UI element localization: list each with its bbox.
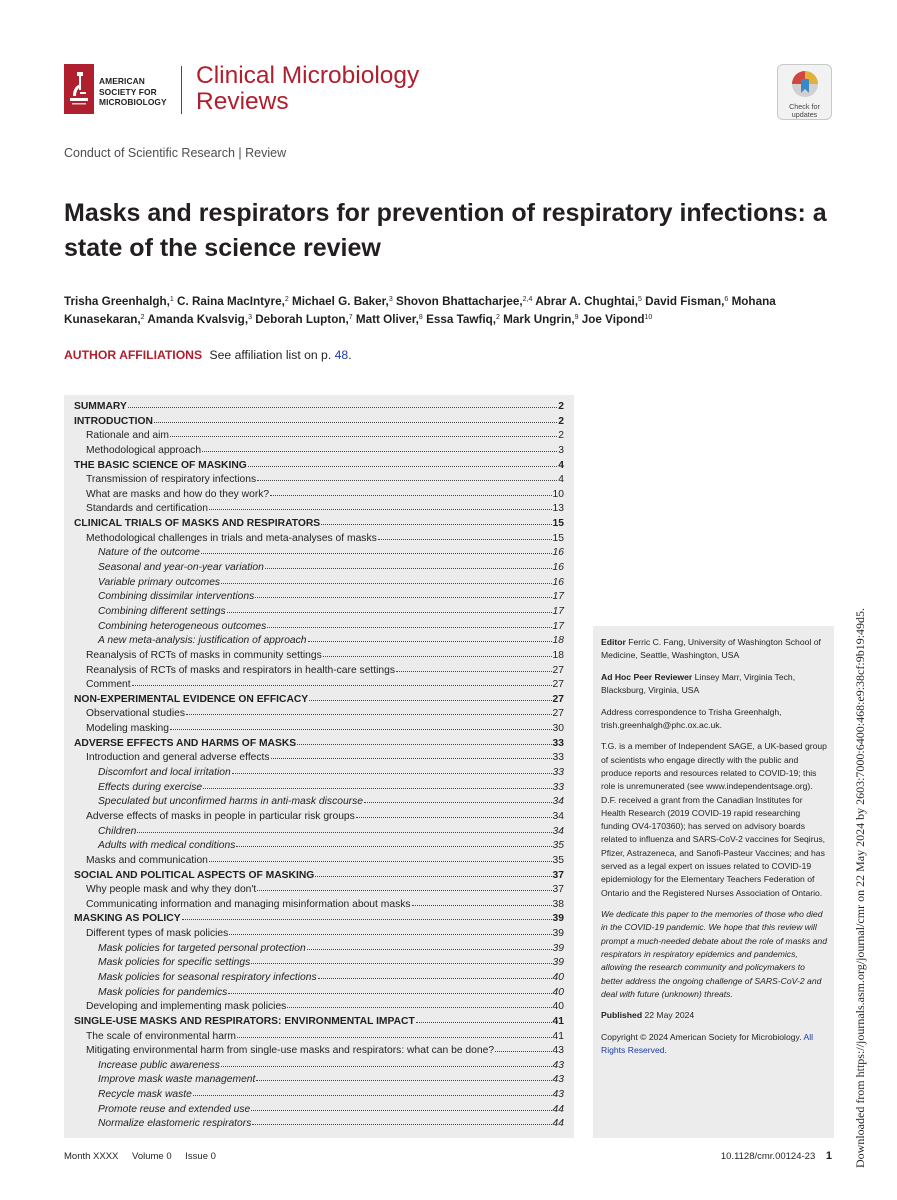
toc-entry[interactable] xyxy=(74,1074,564,1089)
toc-entry[interactable] xyxy=(74,445,564,460)
toc-leader-dots xyxy=(132,684,552,686)
copyright xyxy=(601,1031,827,1058)
toc-entry-label: Modeling masking xyxy=(86,723,169,735)
toc-entry-page: 27 xyxy=(552,664,564,676)
toc-leader-dots xyxy=(170,728,552,730)
toc-entry-page: 39 xyxy=(552,928,564,940)
toc-leader-dots xyxy=(182,918,552,920)
correspondence-address: Address correspondence to Trisha Greenhalgh, trish.greenhalgh@phc.ox.ac.uk. xyxy=(601,706,782,730)
author-name: Michael G. Baker,$^3$ xyxy=(292,295,393,308)
affiliation-superscript: 5 xyxy=(638,296,642,303)
toc-entry-page: 27 xyxy=(552,679,564,691)
footer-doi-info xyxy=(721,1150,832,1162)
toc-leader-dots xyxy=(265,567,552,569)
toc-entry[interactable] xyxy=(74,665,564,680)
toc-entry-label: MASKING AS POLICY xyxy=(74,913,181,925)
toc-entry-page: 17 xyxy=(552,605,564,617)
title-line: Masks and respirators for prevention of respiratory infections: a xyxy=(64,199,827,227)
reviewer-label: Ad Hoc Peer Reviewer xyxy=(601,671,693,682)
toc-entry[interactable] xyxy=(74,928,564,943)
toc-entry[interactable] xyxy=(74,650,564,665)
toc-entry-label: Standards and certification xyxy=(86,503,208,515)
toc-entry-page: 43 xyxy=(552,1089,564,1101)
article-info-panel xyxy=(593,626,834,1138)
toc-leader-dots xyxy=(202,450,557,452)
toc-entry[interactable] xyxy=(74,430,564,445)
toc-entry-page: 16 xyxy=(552,547,564,559)
affiliation-superscript: 3 xyxy=(248,314,252,321)
toc-entry-label: Reanalysis of RCTs of masks in community settings xyxy=(86,649,322,661)
toc-entry-label: Masks and communication xyxy=(86,854,208,866)
affiliation-superscript: 2,4 xyxy=(522,296,533,303)
toc-entry-label: Communicating information and managing misinformation about masks xyxy=(86,898,411,910)
toc-entry-label: The scale of environmental harm xyxy=(86,1030,236,1042)
reviewer-info xyxy=(601,671,827,698)
crossmark-icon xyxy=(790,70,820,98)
toc-entry[interactable] xyxy=(74,1016,564,1031)
article-title xyxy=(64,196,834,266)
author-affiliations xyxy=(64,348,352,362)
check-updates-line: Check for xyxy=(789,102,820,111)
toc-entry-label: Variable primary outcomes xyxy=(98,576,221,588)
toc-leader-dots xyxy=(128,406,557,408)
toc-leader-dots xyxy=(248,465,557,467)
toc-leader-dots xyxy=(318,977,552,979)
toc-entry[interactable] xyxy=(74,1104,564,1119)
author-line xyxy=(64,311,844,329)
toc-entry[interactable] xyxy=(74,708,564,723)
toc-entry-page: 27 xyxy=(552,693,564,705)
toc-leader-dots xyxy=(307,948,552,950)
journal-name-line: Reviews xyxy=(196,88,289,115)
toc-leader-dots xyxy=(251,1109,551,1111)
toc-leader-dots xyxy=(309,699,551,701)
toc-entry-label: Effects during exercise xyxy=(98,781,203,793)
author-name: Matt Oliver,$^8$ xyxy=(355,313,423,326)
toc-entry-page: 34 xyxy=(552,796,564,808)
society-line: AMERICAN xyxy=(99,76,145,86)
toc-entry-label: Rationale and aim xyxy=(86,430,169,442)
toc-entry[interactable] xyxy=(74,767,564,782)
published-info xyxy=(601,1009,827,1022)
toc-entry[interactable] xyxy=(74,884,564,899)
toc-entry[interactable] xyxy=(74,855,564,870)
toc-entry[interactable] xyxy=(74,635,564,650)
toc-entry-label: SINGLE-USE MASKS AND RESPIRATORS: ENVIRONMENTAL IMPACT xyxy=(74,1015,415,1027)
toc-entry-label: SOCIAL AND POLITICAL ASPECTS OF MASKING xyxy=(74,869,315,881)
toc-leader-dots xyxy=(495,1050,551,1052)
toc-entry-page: 37 xyxy=(552,869,564,881)
author-name: C. Raina MacIntyre,$^2$ xyxy=(177,295,289,308)
reviewer-text: Linsey Marr, Virginia Tech, Blacksburg, Virginia, USA xyxy=(601,671,796,696)
toc-entry[interactable] xyxy=(74,899,564,914)
toc-entry-page: 39 xyxy=(552,913,564,925)
toc-leader-dots xyxy=(287,1006,551,1008)
toc-leader-dots xyxy=(203,787,551,789)
footer-doi[interactable]: 10.1128/cmr.00124-23 xyxy=(720,1151,816,1162)
society-line: SOCIETY FOR xyxy=(99,86,157,97)
toc-entry[interactable] xyxy=(74,591,564,606)
toc-entry-page: 30 xyxy=(552,723,564,735)
toc-entry-label: Nature of the outcome xyxy=(98,547,200,559)
toc-entry-page: 4 xyxy=(558,474,564,486)
toc-entry[interactable] xyxy=(74,840,564,855)
copyright-text: Copyright © 2024 American Society for Microbiology. xyxy=(601,1031,802,1042)
toc-entry-label: ADVERSE EFFECTS AND HARMS OF MASKS xyxy=(74,737,297,749)
toc-leader-dots xyxy=(252,1123,551,1125)
author-name: Trisha Greenhalgh,$^1$ xyxy=(64,295,174,308)
toc-entry[interactable] xyxy=(74,782,564,797)
toc-entry-label: INTRODUCTION xyxy=(74,415,153,427)
toc-entry-label: Developing and implementing mask policies xyxy=(86,1001,287,1013)
toc-entry-label: What are masks and how do they work? xyxy=(86,488,270,500)
journal-name[interactable] xyxy=(196,63,419,115)
toc-entry-label: Different types of mask policies xyxy=(86,928,229,940)
download-note: Downloaded from https://journals.asm.org/journal/cmr on 22 May 2024 by 2603:7000:6400:468:e9:38cf:9b19:49d5. xyxy=(853,607,867,1168)
asm-logo xyxy=(64,64,94,114)
author-line xyxy=(64,293,844,311)
toc-entry-page: 40 xyxy=(552,986,564,998)
toc-leader-dots xyxy=(237,1036,552,1038)
check-updates-line: updates xyxy=(791,109,818,119)
footer-issue: Issue 0 xyxy=(185,1151,216,1162)
toc-entry-label: Adverse effects of masks in people in particular risk groups xyxy=(86,810,355,822)
toc-leader-dots xyxy=(297,743,551,745)
toc-entry[interactable] xyxy=(74,811,564,826)
toc-entry-page: 4 xyxy=(558,459,564,471)
editor-label: Editor xyxy=(601,637,626,647)
affiliations-heading: AUTHOR AFFILIATIONS xyxy=(64,348,203,362)
toc-entry[interactable] xyxy=(74,1118,564,1133)
toc-entry[interactable] xyxy=(74,796,564,811)
author-name: Amanda Kvalsvig,$^3$ xyxy=(147,313,252,326)
society-name xyxy=(99,76,167,108)
toc-entry-label: Transmission of respiratory infections xyxy=(86,474,257,486)
toc-leader-dots xyxy=(221,1065,552,1067)
editor-text: Ferric C. Fang, University of Washington School of Medicine, Seattle, Washington, USA xyxy=(601,637,821,661)
toc-leader-dots xyxy=(323,655,552,657)
affiliations-text: See affiliation list on p. xyxy=(209,348,332,362)
toc-entry-label: Mask policies for seasonal respiratory infections xyxy=(98,971,317,983)
toc-leader-dots xyxy=(378,538,552,540)
toc-leader-dots xyxy=(270,494,551,496)
toc-leader-dots xyxy=(321,523,551,525)
toc-leader-dots xyxy=(154,421,557,423)
author-name: Mark Ungrin,$^9$ xyxy=(503,313,579,326)
table-of-contents xyxy=(64,395,574,1138)
toc-entry[interactable] xyxy=(74,826,564,841)
toc-entry[interactable] xyxy=(74,562,564,577)
toc-entry[interactable] xyxy=(74,577,564,592)
toc-entry-label: Combining different settings xyxy=(98,605,226,617)
footer-month: Month XXXX xyxy=(64,1151,119,1162)
toc-entry-label: Mask policies for pandemics xyxy=(98,986,228,998)
toc-entry[interactable] xyxy=(74,987,564,1002)
toc-entry[interactable] xyxy=(74,621,564,636)
toc-leader-dots xyxy=(201,552,552,554)
toc-leader-dots xyxy=(236,845,551,847)
rights-end: . xyxy=(664,1045,667,1056)
toc-entry[interactable] xyxy=(74,416,564,431)
toc-entry[interactable] xyxy=(74,547,564,562)
toc-entry-label: NON-EXPERIMENTAL EVIDENCE ON EFFICACY xyxy=(74,693,309,705)
author-name: Deborah Lupton,$^7$ xyxy=(255,313,353,326)
toc-entry-page: 33 xyxy=(552,781,564,793)
toc-entry-page: 10 xyxy=(552,488,564,500)
toc-entry-page: 44 xyxy=(552,1118,564,1130)
author-name: David Fisman,$^6$ xyxy=(645,295,729,308)
toc-entry-page: 17 xyxy=(552,591,564,603)
toc-entry-label: Adults with medical conditions xyxy=(98,840,236,852)
toc-entry[interactable] xyxy=(74,606,564,621)
affiliation-superscript: 9 xyxy=(574,314,579,321)
toc-entry[interactable] xyxy=(74,460,564,475)
toc-entry-label: SUMMARY xyxy=(74,401,127,412)
toc-entry-page: 43 xyxy=(552,1045,564,1057)
check-for-updates-label xyxy=(778,103,831,118)
affiliation-superscript: 2 xyxy=(284,296,289,303)
toc-entry-page: 13 xyxy=(552,503,564,515)
published-label: Published xyxy=(601,1010,643,1021)
toc-leader-dots xyxy=(364,801,552,803)
toc-entry-label: Mask policies for specific settings xyxy=(98,957,251,969)
toc-entry-label: Speculated but unconfirmed harms in anti-mask discourse xyxy=(98,796,363,808)
toc-leader-dots xyxy=(267,626,551,628)
toc-entry[interactable] xyxy=(74,474,564,489)
toc-entry-page: 35 xyxy=(552,854,564,866)
toc-entry-page: 3 xyxy=(558,444,564,456)
toc-entry-page: 15 xyxy=(552,518,564,530)
toc-entry-page: 33 xyxy=(552,737,564,749)
author-name: Kunasekaran,$^2$ xyxy=(64,313,145,326)
article-section-label: Conduct of Scientific Research | Review xyxy=(64,146,287,160)
toc-entry-page: 27 xyxy=(552,708,564,720)
society-line: MICROBIOLOGY xyxy=(99,97,167,108)
toc-entry-page: 18 xyxy=(552,649,564,661)
toc-entry[interactable] xyxy=(74,870,564,885)
toc-entry[interactable] xyxy=(74,694,564,709)
author-list xyxy=(64,293,844,329)
toc-leader-dots xyxy=(271,757,552,759)
toc-leader-dots xyxy=(227,611,552,613)
toc-entry[interactable] xyxy=(74,957,564,972)
toc-leader-dots xyxy=(209,860,552,862)
toc-entry-label: Improve mask waste management xyxy=(98,1074,256,1086)
page-number: 1 xyxy=(825,1150,832,1162)
dedication: We dedicate this paper to the memories of those who died in the COVID-19 pandemic. We hope that this review will prompt a much-needed debate about the role of masks and respirators in respiratory epidemics and pandemics, allowing the research community and policymakers to better address the ongoing challenge of SARS-CoV-2 and deal with future (unknown) threats. xyxy=(601,909,827,999)
footer-issue-info xyxy=(64,1151,227,1162)
toc-entry-page: 2 xyxy=(558,430,564,442)
toc-entry-page: 39 xyxy=(552,942,564,954)
toc-entry-label: Why people mask and why they don't xyxy=(86,884,257,896)
title-line: state of the science review xyxy=(64,234,381,262)
author-name: Joe Vipond$^{10}$ xyxy=(581,313,653,326)
toc-entry[interactable] xyxy=(74,972,564,987)
toc-entry-label: Discomfort and local irritation xyxy=(98,767,231,779)
affiliation-superscript: 7 xyxy=(348,314,353,321)
editor-info xyxy=(601,636,827,663)
toc-leader-dots xyxy=(257,479,557,481)
toc-leader-dots xyxy=(193,1094,552,1096)
author-name: Abrar A. Chughtai,$^5$ xyxy=(535,295,642,308)
toc-entry-page: 2 xyxy=(558,401,564,412)
microscope-icon xyxy=(64,64,94,114)
toc-entry[interactable] xyxy=(74,1089,564,1104)
toc-entry-page: 18 xyxy=(552,635,564,647)
toc-entry[interactable] xyxy=(74,503,564,518)
toc-leader-dots xyxy=(232,772,552,774)
toc-entry-page: 16 xyxy=(552,576,564,588)
toc-entry[interactable] xyxy=(74,533,564,548)
toc-entry-page: 37 xyxy=(552,884,564,896)
toc-entry-page: 2 xyxy=(558,415,564,427)
toc-entry[interactable] xyxy=(74,518,564,533)
toc-entry-label: Promote reuse and extended use xyxy=(98,1103,251,1115)
toc-entry-page: 40 xyxy=(552,1001,564,1013)
toc-leader-dots xyxy=(412,904,552,906)
affiliation-superscript: 3 xyxy=(388,296,393,303)
toc-entry-page: 35 xyxy=(552,840,564,852)
toc-entry[interactable] xyxy=(74,913,564,928)
toc-entry-label: Mask policies for targeted personal protection xyxy=(98,942,306,954)
toc-entry-page: 43 xyxy=(552,1059,564,1071)
toc-leader-dots xyxy=(170,435,557,437)
toc-entry-label: Reanalysis of RCTs of masks and respirators in health-care settings xyxy=(86,664,396,676)
toc-leader-dots xyxy=(251,962,551,964)
toc-leader-dots xyxy=(209,508,552,510)
check-for-updates-badge[interactable] xyxy=(777,64,832,120)
toc-entry-page: 38 xyxy=(552,898,564,910)
toc-entry-label: Mitigating environmental harm from single-use masks and respirators: what can be done? xyxy=(86,1045,495,1057)
toc-entry[interactable] xyxy=(74,723,564,738)
toc-leader-dots xyxy=(315,875,551,877)
affiliation-superscript: 8 xyxy=(418,314,423,321)
toc-leader-dots xyxy=(255,596,551,598)
toc-entry-page: 34 xyxy=(552,825,564,837)
toc-entry-page: 16 xyxy=(552,562,564,574)
author-name: Shovon Bhattacharjee,$^{2,4}$ xyxy=(395,295,533,308)
affiliation-superscript: 6 xyxy=(724,296,729,303)
toc-entry[interactable] xyxy=(74,1060,564,1075)
toc-entry[interactable] xyxy=(74,679,564,694)
disclosure-statement: T.G. is a member of Independent SAGE, a UK-based group of scientists who engage directly with the public and produce reports and resources related to COVID-19; this role is unremunerated (see www.independentsage.org). D.F. received a grant from the Canadian Institutes for Health Research (2019 COVID-19 rapid researching funding OV4-170360); has served on advisory boards related to influenza and SARS-CoV-2 vaccines for Seqirus, Pfizer, Astrazeneca, and Sanofi-Pasteur Vaccines; and has served as a legal expert on issues related to COVID-19 epidemiology for the Elementary Teachers Federation of Ontario and the Registered Nurses Association of Ontario. xyxy=(601,741,827,898)
author-name: Mohana xyxy=(731,295,776,308)
author-name: Essa Tawfiq,$^2$ xyxy=(426,313,500,326)
affiliation-superscript: 1 xyxy=(169,296,174,303)
toc-entry-page: 43 xyxy=(552,1074,564,1086)
toc-entry-page: 17 xyxy=(552,620,564,632)
toc-leader-dots xyxy=(416,1021,552,1023)
toc-entry[interactable] xyxy=(74,1031,564,1046)
toc-entry-page: 39 xyxy=(552,957,564,969)
toc-entry-page: 33 xyxy=(552,752,564,764)
affiliations-page-link[interactable]: 48 xyxy=(334,348,349,362)
toc-entry-label: Methodological challenges in trials and meta-analyses of masks xyxy=(86,532,377,544)
affiliation-superscript: 2 xyxy=(496,314,500,321)
affiliation-superscript: 2 xyxy=(140,314,145,321)
toc-leader-dots xyxy=(186,713,552,715)
toc-leader-dots xyxy=(257,889,551,891)
toc-entry-label: Comment xyxy=(86,679,131,691)
toc-entry[interactable] xyxy=(74,1001,564,1016)
toc-entry-label: A new meta-analysis: justification of approach xyxy=(98,635,307,647)
toc-leader-dots xyxy=(256,1079,551,1081)
toc-leader-dots xyxy=(308,640,552,642)
toc-leader-dots xyxy=(137,831,551,833)
toc-leader-dots xyxy=(221,582,551,584)
toc-entry-label: Methodological approach xyxy=(86,444,202,456)
toc-entry[interactable] xyxy=(74,752,564,767)
toc-entry-label: Introduction and general adverse effects xyxy=(86,752,270,764)
affiliation-superscript: 10 xyxy=(644,314,653,321)
toc-entry-page: 41 xyxy=(552,1015,564,1027)
toc-entry-label: Children xyxy=(98,825,137,837)
toc-entry-page: 34 xyxy=(552,810,564,822)
toc-entry-label: Increase public awareness xyxy=(98,1059,220,1071)
journal-name-line: Clinical Microbiology xyxy=(196,62,420,89)
toc-entry-label: CLINICAL TRIALS OF MASKS AND RESPIRATORS xyxy=(74,518,321,530)
toc-entry[interactable] xyxy=(74,943,564,958)
toc-entry-page: 44 xyxy=(552,1103,564,1115)
toc-leader-dots xyxy=(396,670,551,672)
header-divider xyxy=(181,66,182,114)
toc-entry[interactable] xyxy=(74,401,564,416)
toc-entry[interactable] xyxy=(74,1045,564,1060)
published-date: 22 May 2024 xyxy=(644,1010,695,1021)
toc-entry-page: 15 xyxy=(552,532,564,544)
toc-leader-dots xyxy=(228,992,551,994)
affiliations-end: . xyxy=(348,348,352,362)
toc-entry-label: Seasonal and year-on-year variation xyxy=(98,562,264,574)
toc-entry-label: Observational studies xyxy=(86,708,186,720)
toc-entry-label: THE BASIC SCIENCE OF MASKING xyxy=(74,459,247,471)
toc-entry-page: 33 xyxy=(552,767,564,779)
toc-entry-label: Combining heterogeneous outcomes xyxy=(98,620,267,632)
toc-leader-dots xyxy=(229,933,551,935)
toc-entry-page: 40 xyxy=(552,971,564,983)
toc-leader-dots xyxy=(356,816,552,818)
toc-entry[interactable] xyxy=(74,738,564,753)
toc-entry-label: Recycle mask waste xyxy=(98,1089,192,1101)
footer-volume: Volume 0 xyxy=(132,1151,172,1162)
toc-entry-label: Combining dissimilar interventions xyxy=(98,591,255,603)
rights-link[interactable]: All Rights Reserved xyxy=(601,1031,814,1056)
toc-entry[interactable] xyxy=(74,489,564,504)
toc-entry-label: Normalize elastomeric respirators xyxy=(98,1118,252,1130)
toc-entry-page: 41 xyxy=(552,1030,564,1042)
